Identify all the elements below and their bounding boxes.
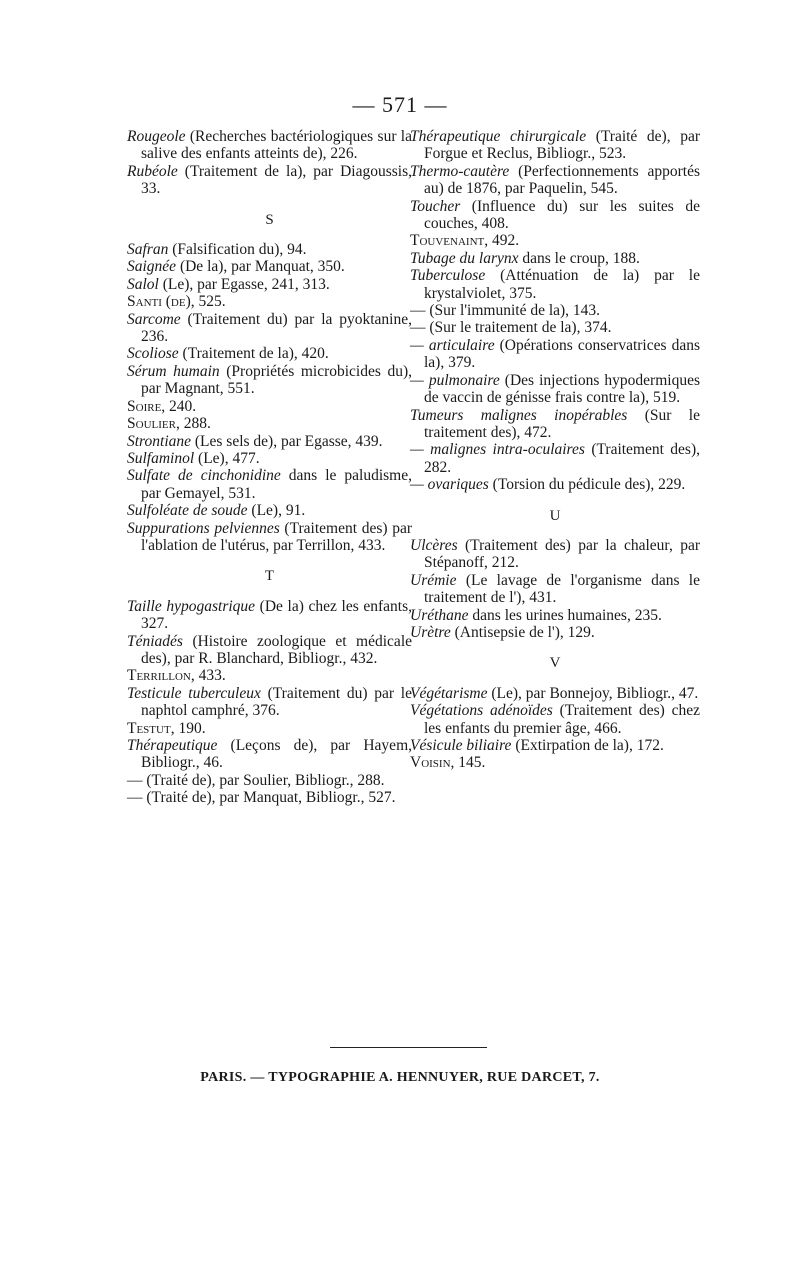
entry-heading: Vésicule biliaire — [410, 737, 512, 754]
entry-text: (Le), par Bonnejoy, Bibliogr., 47. — [487, 684, 699, 702]
entry-heading: Urémie — [410, 571, 457, 589]
index-column-right — [410, 128, 700, 772]
entry-heading: Sulfoléate de soude — [127, 502, 248, 520]
entry-text: (Traité de), par Manquat, Bibliogr., 527. — [142, 789, 396, 807]
index-entry — [127, 467, 412, 502]
entry-text: (Le), 91. — [247, 502, 306, 520]
index-entry — [410, 407, 700, 442]
entry-text: dans les urines humaines, 235. — [468, 606, 662, 624]
entry-text: (Traitement de la), par Diagoussis, 33. — [141, 162, 412, 198]
entry-heading: Uréthane — [410, 606, 469, 624]
entry-heading: Végétations adénoïdes — [410, 702, 553, 720]
printer-imprint: PARIS. — TYPOGRAPHIE A. HENNUYER, RUE DARCET, 7. — [200, 1070, 600, 1085]
entry-text: , 190. — [170, 719, 206, 737]
entry-heading: Testicule tuberculeux — [127, 684, 261, 702]
index-entry — [127, 720, 412, 737]
entry-heading: — ovariques — [410, 476, 489, 494]
entry-text: (Sur le traitement de la), 374. — [425, 319, 612, 337]
index-entry — [410, 607, 700, 624]
entry-heading: Thérapeutique chirurgicale — [410, 128, 587, 145]
entry-text: dans le croup, 188. — [518, 249, 640, 267]
index-entry — [410, 198, 700, 233]
index-column-left — [127, 128, 412, 807]
entry-heading: Strontiane — [127, 432, 192, 450]
entry-heading: Sarcome — [127, 310, 181, 328]
entry-text: (Falsification du), 94. — [168, 241, 307, 259]
entry-heading: — — [410, 302, 426, 320]
entry-heading: Safran — [127, 241, 169, 259]
entry-text: (De la) chez les enfants, 327. — [141, 597, 412, 633]
index-entry — [127, 415, 412, 432]
entry-heading: Rubéole — [127, 162, 178, 180]
entry-text: (Traitement des) par l'ablation de l'utérus, par Terrillon, 433. — [141, 519, 412, 554]
entry-text: (Sur l'immunité de la), 143. — [425, 302, 601, 320]
entry-heading: Voisin — [410, 754, 451, 772]
entry-heading: — pulmonaire — [410, 371, 500, 389]
section-letter: T — [264, 568, 275, 585]
entry-text: (Sur le traitement des), 472. — [424, 406, 700, 441]
index-entry — [127, 241, 412, 258]
entry-heading: — — [127, 789, 143, 807]
entry-text: (De la), par Manquat, 350. — [176, 258, 345, 276]
entry-text: (Traitement du) par la pyoktanine, 236. — [141, 310, 412, 346]
index-entry — [127, 258, 412, 275]
index-entry — [410, 737, 700, 754]
index-entry — [127, 633, 412, 668]
section-letter: U — [549, 507, 561, 524]
entry-text: (Perfectionnements apportés au) de 1876, par Paquelin, 545. — [424, 162, 700, 198]
index-entry — [127, 398, 412, 415]
entry-text: (Traité de), par Forgue et Reclus, Bibliogr., 523. — [424, 128, 701, 163]
entry-heading: Suppurations pelviennes — [127, 519, 280, 537]
entry-text: , 145. — [450, 754, 486, 772]
index-entry — [410, 441, 700, 476]
entry-text: (Recherches bactériologiques sur la salive des enfants atteints de), 226. — [141, 128, 412, 163]
entry-text: , 492. — [484, 232, 520, 250]
entry-heading: Scoliose — [127, 345, 179, 363]
entry-heading: — — [127, 771, 143, 789]
index-entry — [410, 372, 700, 407]
entry-heading: Saignée — [127, 258, 177, 276]
entry-text: , 433. — [190, 667, 226, 685]
entry-text: (Traitement des) par la chaleur, par Stépanoff, 212. — [424, 536, 700, 572]
index-entry — [410, 128, 700, 163]
entry-text: (Traitement des) chez les enfants du premier âge, 466. — [424, 702, 700, 737]
entry-heading: Sulfate de cinchonidine — [127, 467, 281, 485]
entry-text: (Traité de), par Soulier, Bibliogr., 288. — [142, 771, 385, 789]
index-entry — [410, 685, 700, 702]
entry-heading: Sulfaminol — [127, 449, 195, 467]
index-entry — [410, 267, 700, 302]
index-entry — [127, 293, 412, 310]
entry-heading: Thérapeutique — [127, 737, 218, 754]
index-entry — [127, 363, 412, 398]
entry-heading: Touvenaint — [410, 232, 485, 250]
index-entry — [410, 302, 700, 319]
index-entry — [127, 789, 412, 806]
index-entry — [127, 311, 412, 346]
index-entry — [410, 624, 700, 641]
entry-text: (Des injections hypodermiques de vaccin de génisse frais contre la), 519. — [424, 371, 700, 407]
entry-text: , 288. — [175, 415, 211, 433]
entry-text: (Traitement des), 282. — [424, 441, 701, 476]
index-entry — [410, 754, 700, 771]
index-entry — [127, 737, 412, 772]
index-entry — [127, 667, 412, 684]
entry-text: dans le paludisme, par Gemayel, 531. — [141, 467, 412, 502]
entry-heading: Taille hypogastrique — [127, 597, 256, 615]
entry-text: (Le lavage de l'organisme dans le traitement de l'), 431. — [424, 571, 700, 607]
entry-heading: Thermo-cautère — [410, 162, 510, 180]
entry-heading: — articulaire — [410, 336, 495, 354]
entry-heading: Soire — [127, 397, 162, 415]
entry-text: (Leçons de), par Hayem, Bibliogr., 46. — [141, 737, 412, 772]
entry-heading: — — [410, 319, 426, 337]
index-entry — [127, 772, 412, 789]
entry-heading: Tubage du larynx — [410, 249, 519, 267]
entry-text: (Traitement de la), 420. — [178, 345, 329, 363]
index-entry — [127, 685, 412, 720]
entry-heading: — malignes intra-oculaires — [410, 441, 585, 459]
entry-heading: Toucher — [410, 197, 461, 215]
entry-heading: Urètre — [410, 623, 451, 641]
entry-text: , 525. — [190, 293, 226, 311]
entry-text: , 240. — [161, 397, 197, 415]
entry-text: (Le), 477. — [194, 449, 260, 467]
entry-text: (Le), par Egasse, 241, 313. — [158, 275, 330, 293]
index-entry — [127, 502, 412, 519]
entry-heading: Sérum humain — [127, 362, 220, 380]
entry-heading: Rougeole — [127, 128, 186, 145]
entry-heading: Soulier — [127, 415, 176, 433]
index-entry — [410, 337, 700, 372]
entry-heading: Téniadés — [127, 632, 183, 650]
entry-text: (Torsion du pédicule des), 229. — [488, 476, 686, 494]
entry-heading: Végétarisme — [410, 684, 488, 702]
index-entry — [127, 163, 412, 198]
entry-heading: Tumeurs malignes inopérables — [410, 406, 628, 424]
section-letter: V — [549, 655, 561, 672]
entry-text: (Les sels de), par Egasse, 439. — [191, 432, 383, 450]
index-entry — [127, 433, 412, 450]
index-entry — [410, 163, 700, 198]
entry-heading: Ulcères — [410, 536, 458, 554]
entry-text: (Histoire zoologique et médicale des), par R. Blanchard, Bibliogr., 432. — [141, 632, 412, 667]
section-letter: S — [265, 211, 274, 228]
index-entry — [410, 702, 700, 737]
entry-text: (Influence du) sur les suites de couches, 408. — [424, 197, 700, 233]
entry-heading: Tuberculose — [410, 267, 486, 285]
entry-text: (Atténuation de la) par le krystalviolet, 375. — [424, 267, 700, 302]
entry-heading: Santi (de) — [127, 293, 191, 311]
index-entry — [410, 476, 700, 493]
index-entry — [127, 450, 412, 467]
entry-heading: Salol — [127, 275, 159, 293]
index-entry — [127, 598, 412, 633]
entry-heading: Terrillon — [127, 667, 191, 685]
entry-text: (Antisepsie de l'), 129. — [450, 623, 595, 641]
index-entry — [127, 345, 412, 362]
entry-text: (Opérations conservatrices dans la), 379. — [424, 336, 700, 372]
index-entry — [127, 520, 412, 555]
index-entry — [410, 572, 700, 607]
index-entry — [410, 537, 700, 572]
entry-text: (Extirpation de la), 172. — [511, 737, 664, 754]
index-entry — [410, 232, 700, 249]
index-entry — [410, 319, 700, 336]
index-entry — [127, 128, 412, 163]
entry-heading: Testut — [127, 719, 171, 737]
entry-text: (Traitement du) par le naphtol camphré, 376. — [141, 684, 412, 720]
index-entry — [410, 250, 700, 267]
entry-text: (Propriétés microbicides du), par Magnant, 551. — [141, 362, 413, 398]
footer-rule — [330, 1047, 487, 1048]
index-entry — [127, 276, 412, 293]
page-number: — 571 — — [352, 92, 448, 117]
